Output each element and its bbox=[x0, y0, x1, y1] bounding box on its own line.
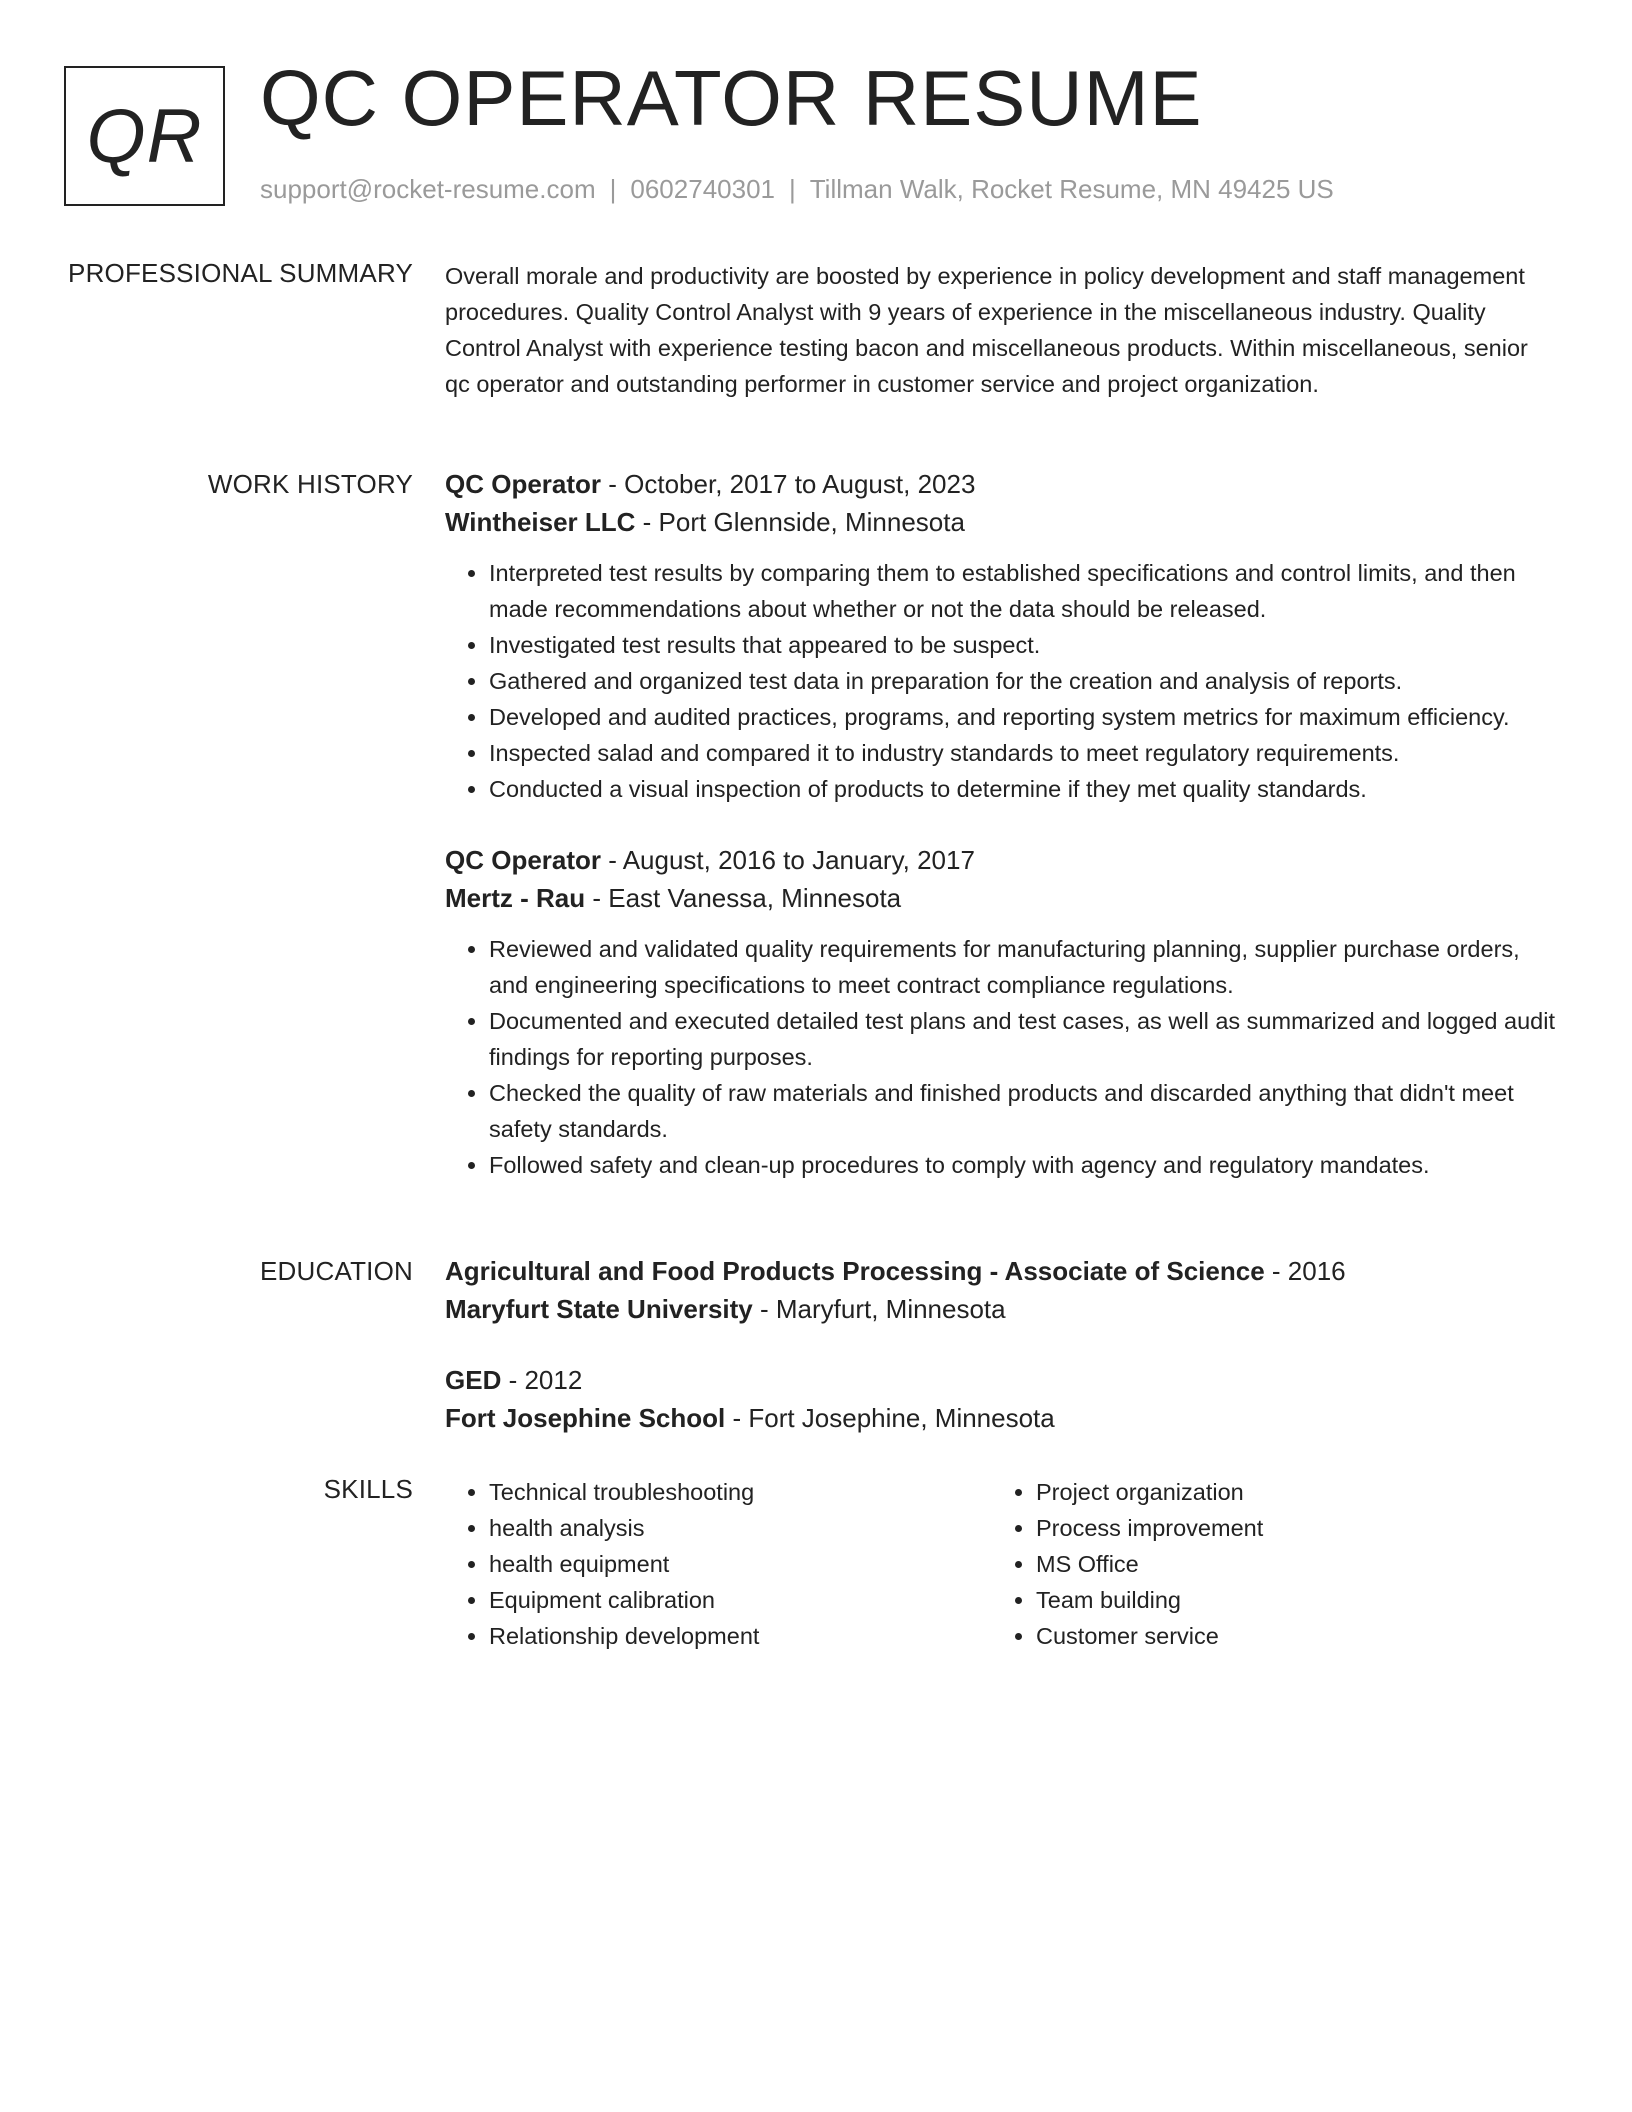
education-entry bbox=[445, 1252, 1555, 1328]
skill-item: • Customer service bbox=[1036, 1618, 1539, 1654]
job-company: Mertz - Rau bbox=[445, 883, 586, 913]
job-dates: - August, 2016 to January, 2017 bbox=[601, 845, 975, 875]
skills-list-left bbox=[445, 1474, 992, 1654]
skill-item: • Technical troubleshooting bbox=[489, 1474, 992, 1510]
skill-item: • Project organization bbox=[1036, 1474, 1539, 1510]
job-bullet: • Investigated test results that appeared to be suspect. bbox=[489, 627, 1555, 663]
job-bullet: • Documented and executed detailed test plans and test cases, as well as summarized and logged audit findings for reporting purposes. bbox=[489, 1003, 1555, 1075]
skills-heading: SKILLS bbox=[323, 1474, 413, 1504]
monogram-logo: QR bbox=[64, 66, 225, 206]
education-year: - 2012 bbox=[501, 1365, 583, 1395]
job-bullet: • Checked the quality of raw materials and finished products and discarded anything that didn't meet safety standards. bbox=[489, 1075, 1555, 1147]
job-bullet: • Interpreted test results by comparing them to established specifications and control limits, and then made recommendations about whether or not the data should be released. bbox=[489, 555, 1555, 627]
contact-separator: | bbox=[609, 174, 617, 204]
education-degree-line bbox=[445, 1252, 1555, 1290]
skill-item: • Relationship development bbox=[489, 1618, 992, 1654]
work-history-heading: WORK HISTORY bbox=[207, 469, 413, 499]
contact-phone: 0602740301 bbox=[630, 174, 775, 204]
job-dates: - October, 2017 to August, 2023 bbox=[601, 469, 976, 499]
skill-item: • health analysis bbox=[489, 1510, 992, 1546]
job-title-line bbox=[445, 841, 1555, 879]
education-school-line bbox=[445, 1399, 1555, 1437]
skill-item: • Equipment calibration bbox=[489, 1582, 992, 1618]
education-school-line bbox=[445, 1290, 1555, 1328]
job-title: QC Operator bbox=[445, 845, 602, 875]
contact-separator: | bbox=[789, 174, 796, 204]
summary-text: Overall morale and productivity are boosted by experience in policy development and staff management procedures. Quality Control Analyst with 9 years of experience in the miscellaneous industry. Quality Control Analyst with experience testing bacon and miscellaneous products. Within miscellaneous, senior qc operator and outstanding performer in customer service and project organization. bbox=[445, 263, 1528, 397]
education-degree: GED bbox=[445, 1365, 502, 1395]
job-company: Wintheiser LLC bbox=[445, 507, 636, 537]
job-company-line bbox=[445, 879, 1555, 917]
education-year: - 2016 bbox=[1264, 1256, 1346, 1286]
job-location: - East Vanessa, Minnesota bbox=[585, 883, 902, 913]
education-degree: Agricultural and Food Products Processing - Associate of Science bbox=[445, 1256, 1265, 1286]
skill-item: • Process improvement bbox=[1036, 1510, 1539, 1546]
resume-title: QC OPERATOR RESUME bbox=[260, 54, 1203, 142]
job-entry bbox=[445, 465, 1555, 807]
summary-heading: PROFESSIONAL SUMMARY bbox=[68, 258, 413, 288]
job-bullets bbox=[445, 555, 1555, 807]
education-location: - Maryfurt, Minnesota bbox=[752, 1294, 1006, 1324]
education-location: - Fort Josephine, Minnesota bbox=[725, 1403, 1055, 1433]
job-entry bbox=[445, 841, 1555, 1183]
education-heading: EDUCATION bbox=[260, 1256, 413, 1286]
job-bullet: • Conducted a visual inspection of products to determine if they met quality standards. bbox=[489, 771, 1555, 807]
education-degree-line bbox=[445, 1361, 1555, 1399]
education-entry bbox=[445, 1361, 1555, 1437]
job-bullet: • Gathered and organized test data in preparation for the creation and analysis of reports. bbox=[489, 663, 1555, 699]
contact-line bbox=[260, 174, 1334, 205]
skills-list-right bbox=[992, 1474, 1539, 1654]
contact-address: Tillman Walk, Rocket Resume, MN 49425 US bbox=[809, 174, 1334, 204]
job-location: - Port Glennside, Minnesota bbox=[635, 507, 965, 537]
skill-item: • Team building bbox=[1036, 1582, 1539, 1618]
job-title-line bbox=[445, 465, 1555, 503]
job-bullets bbox=[445, 931, 1555, 1183]
skills-columns bbox=[445, 1474, 1555, 1654]
education-school: Maryfurt State University bbox=[445, 1294, 753, 1324]
skill-item: • health equipment bbox=[489, 1546, 992, 1582]
job-company-line bbox=[445, 503, 1555, 541]
education-school: Fort Josephine School bbox=[445, 1403, 726, 1433]
job-bullet: • Inspected salad and compared it to industry standards to meet regulatory requirements. bbox=[489, 735, 1555, 771]
skill-item: • MS Office bbox=[1036, 1546, 1539, 1582]
job-title: QC Operator bbox=[445, 469, 602, 499]
contact-email: support@rocket-resume.com bbox=[260, 174, 596, 204]
job-bullet: • Developed and audited practices, programs, and reporting system metrics for maximum efficiency. bbox=[489, 699, 1555, 735]
job-bullet: • Followed safety and clean-up procedures to comply with agency and regulatory mandates. bbox=[489, 1147, 1555, 1183]
job-bullet: • Reviewed and validated quality requirements for manufacturing planning, supplier purchase orders, and engineering specifications to meet contract compliance regulations. bbox=[489, 931, 1555, 1003]
